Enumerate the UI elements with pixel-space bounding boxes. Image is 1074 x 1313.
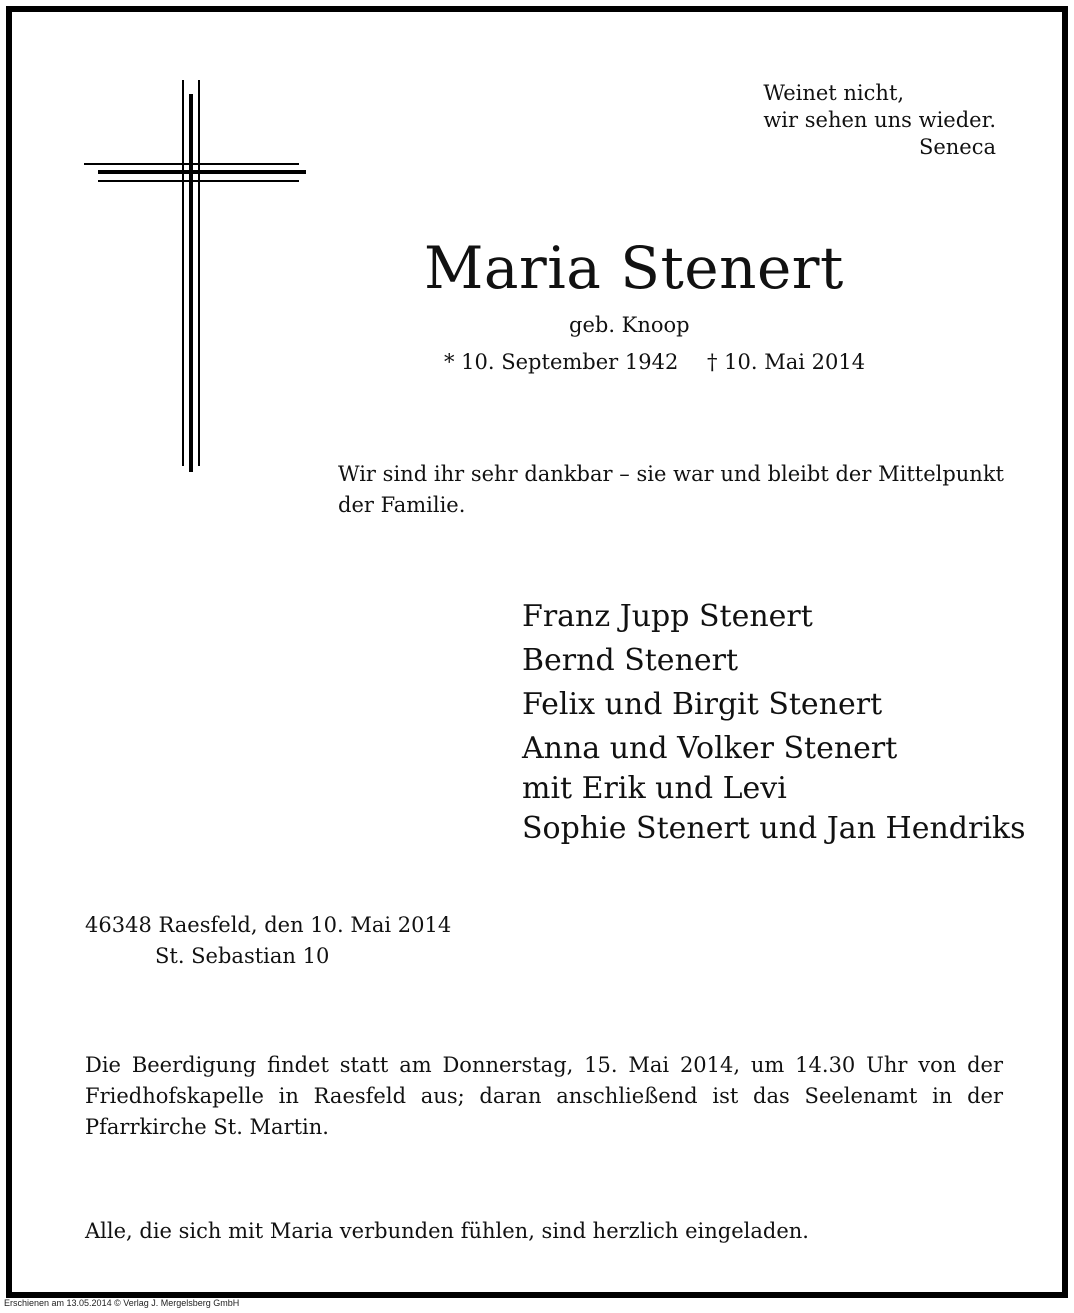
quote xyxy=(763,80,996,161)
address-block xyxy=(85,910,451,972)
quote-author: Seneca xyxy=(918,135,996,159)
family-member: Bernd Stenert xyxy=(522,643,739,678)
address-place-date: 46348 Raesfeld, den 10. Mai 2014 xyxy=(85,913,452,937)
family-member: Sophie Stenert und Jan Hendriks xyxy=(522,811,1026,846)
invitation-text: Alle, die sich mit Maria verbunden fühlen, sind herzlich eingeladen. xyxy=(85,1219,809,1243)
cross-icon xyxy=(84,80,314,476)
address-street: St. Sebastian 10 xyxy=(155,944,330,968)
publication-footer: Erschienen am 13.05.2014 © Verlag J. Mergelsberg GmbH xyxy=(4,1298,240,1308)
life-dates xyxy=(444,350,865,374)
death-date: † 10. Mai 2014 xyxy=(707,350,866,374)
funeral-text: Die Beerdigung findet statt am Donnerstag, 15. Mai 2014, um 14.30 Uhr von der Friedhofskapelle in Raesfeld aus; daran anschließend ist das Seelenamt in der Pfarrkirche St. Martin. xyxy=(85,1053,1003,1139)
birth-date: * 10. September 1942 xyxy=(444,350,679,374)
family-list xyxy=(522,595,1026,851)
family-member: Franz Jupp Stenert xyxy=(522,599,813,634)
deceased-name: Maria Stenert xyxy=(424,234,844,302)
family-member: Anna und Volker Stenert xyxy=(522,731,898,766)
quote-line-1: Weinet nicht, xyxy=(763,81,905,105)
family-member: Felix und Birgit Stenert xyxy=(522,687,883,722)
gratitude-text: Wir sind ihr sehr dankbar – sie war und bleibt der Mittelpunkt der Familie. xyxy=(338,462,1004,517)
quote-line-2: wir sehen uns wieder. xyxy=(763,108,996,132)
obituary-frame xyxy=(6,6,1068,1298)
family-member: mit Erik und Levi xyxy=(522,771,787,806)
birth-name: geb. Knoop xyxy=(569,313,690,337)
